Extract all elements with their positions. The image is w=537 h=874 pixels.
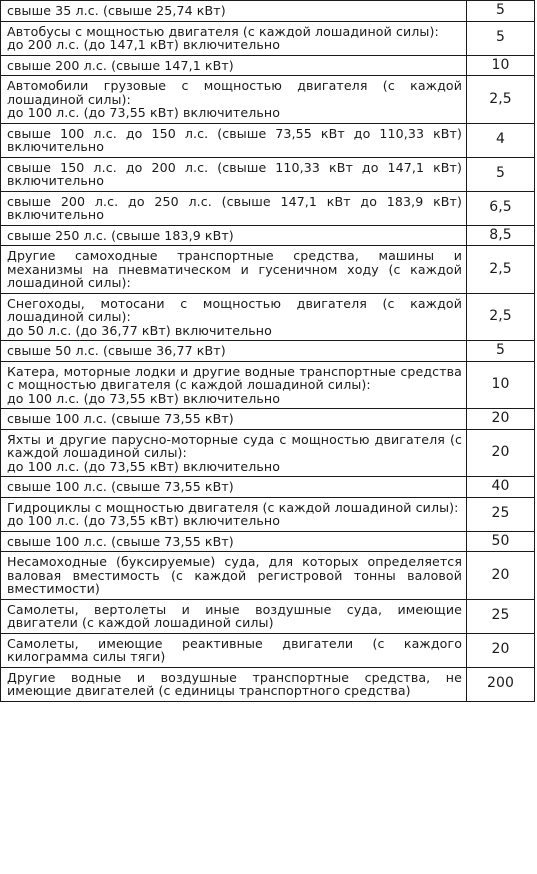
vehicle-description: Самолеты, имеющие реактивные двигатели (с каждого килограмма силы тяги) [7, 635, 462, 664]
vehicle-description: Катера, моторные лодки и другие водные транспортные средства с мощностью двигателя (с каждой лошадиной силы): до 100 л.с. (до 73,55 кВт) включительно [7, 363, 462, 406]
vehicle-description-cell [1, 552, 467, 600]
vehicle-description: Несамоходные (буксируемые) суда, для которых определяется валовая вместимость (с каждой регистровой тонны валовой вместимости) [7, 554, 462, 596]
tax-rate-cell: 5 [467, 1, 535, 22]
vehicle-description-cell [1, 497, 467, 531]
vehicle-description-cell [1, 76, 467, 124]
tax-rate-cell: 5 [467, 21, 535, 55]
vehicle-description: Автобусы с мощностью двигателя (с каждой лошадиной силы): до 200 л.с. (до 147,1 кВт) включительно [7, 23, 439, 52]
table-row [1, 246, 535, 294]
table-row [1, 123, 535, 157]
table-row [1, 477, 535, 498]
vehicle-description-cell [1, 341, 467, 362]
vehicle-description: свыше 200 л.с. до 250 л.с. (свыше 147,1 кВт до 183,9 кВт) включительно [7, 193, 462, 222]
vehicle-description: Другие водные и воздушные транспортные средства, не имеющие двигателей (с единицы транспортного средства) [7, 669, 462, 698]
table-row [1, 552, 535, 600]
vehicle-description: Автомобили грузовые с мощностью двигателя (с каждой лошадиной силы): до 100 л.с. (до 73,55 кВт) включительно [7, 78, 462, 120]
tax-rate-cell: 25 [467, 599, 535, 633]
tax-rate-cell: 4 [467, 123, 535, 157]
tax-rate-cell: 5 [467, 157, 535, 191]
vehicle-description-cell [1, 55, 467, 76]
vehicle-description-cell [1, 123, 467, 157]
table-row [1, 157, 535, 191]
vehicle-description-cell [1, 293, 467, 341]
vehicle-description: Другие самоходные транспортные средства, машины и механизмы на пневматическом и гусеничном ходу (с каждой лошадиной силы): [7, 248, 462, 290]
vehicle-description: свыше 50 л.с. (свыше 36,77 кВт) [7, 343, 226, 358]
tax-rate-cell: 5 [467, 341, 535, 362]
vehicle-description-cell [1, 191, 467, 225]
vehicle-description: свыше 100 л.с. (свыше 73,55 кВт) [7, 479, 234, 494]
table-row [1, 293, 535, 341]
vehicle-description: свыше 250 л.с. (свыше 183,9 кВт) [7, 227, 234, 243]
vehicle-description: свыше 100 л.с. (свыше 73,55 кВт) [7, 411, 234, 426]
vehicle-description-cell [1, 429, 467, 477]
tax-rate-cell: 2,5 [467, 246, 535, 294]
vehicle-description: свыше 35 л.с. (свыше 25,74 кВт) [7, 3, 226, 18]
tax-rate-cell: 20 [467, 633, 535, 667]
table-row [1, 633, 535, 667]
vehicle-description: Снегоходы, мотосани с мощностью двигателя (с каждой лошадиной силы): до 50 л.с. (до 36,77 кВт) включительно [7, 295, 462, 338]
vehicle-description-cell [1, 1, 467, 22]
vehicle-description-cell [1, 599, 467, 633]
tax-rate-cell: 8,5 [467, 225, 535, 246]
table-row [1, 667, 535, 701]
vehicle-description: Гидроциклы с мощностью двигателя (с каждой лошадиной силы): до 100 л.с. (до 73,55 кВт) включительно [7, 499, 459, 528]
vehicle-description-cell [1, 225, 467, 246]
vehicle-description: Самолеты, вертолеты и иные воздушные суда, имеющие двигатели (с каждой лошадиной силы) [7, 601, 462, 630]
tax-rate-cell: 50 [467, 531, 535, 552]
table-row [1, 599, 535, 633]
table-row [1, 361, 535, 409]
vehicle-description-cell [1, 409, 467, 430]
vehicle-description-cell [1, 361, 467, 409]
vehicle-description-cell [1, 157, 467, 191]
table-row [1, 225, 535, 246]
vehicle-description-cell [1, 246, 467, 294]
tax-rate-cell: 6,5 [467, 191, 535, 225]
tax-rate-cell: 10 [467, 361, 535, 409]
vehicle-description-cell [1, 667, 467, 701]
tax-rate-cell: 10 [467, 55, 535, 76]
vehicle-description: Яхты и другие парусно-моторные суда с мощностью двигателя (с каждой лошадиной силы): до 100 л.с. (до 73,55 кВт) включительно [7, 431, 462, 474]
tax-rate-cell: 200 [467, 667, 535, 701]
vehicle-description-cell [1, 633, 467, 667]
vehicle-description: свыше 100 л.с. до 150 л.с. (свыше 73,55 кВт до 110,33 кВт) включительно [7, 125, 462, 154]
table-body [1, 1, 535, 702]
tax-rate-cell: 25 [467, 497, 535, 531]
tax-rate-cell: 2,5 [467, 76, 535, 124]
table-row [1, 191, 535, 225]
vehicle-description: свыше 150 л.с. до 200 л.с. (свыше 110,33 кВт до 147,1 кВт) включительно [7, 159, 462, 188]
tax-rate-cell: 20 [467, 409, 535, 430]
vehicle-description-cell [1, 531, 467, 552]
tax-rate-cell: 2,5 [467, 293, 535, 341]
table-row [1, 429, 535, 477]
table-row [1, 76, 535, 124]
vehicle-description-cell [1, 21, 467, 55]
vehicle-description: свыше 100 л.с. (свыше 73,55 кВт) [7, 533, 234, 549]
table-row [1, 1, 535, 22]
vehicle-description: свыше 200 л.с. (свыше 147,1 кВт) [7, 57, 234, 73]
table-row [1, 341, 535, 362]
table-row [1, 21, 535, 55]
table-row [1, 497, 535, 531]
table-row [1, 409, 535, 430]
vehicle-description-cell [1, 477, 467, 498]
tax-rate-cell: 20 [467, 429, 535, 477]
table-row [1, 531, 535, 552]
table-row [1, 55, 535, 76]
tax-rate-cell: 40 [467, 477, 535, 498]
tax-rate-cell: 20 [467, 552, 535, 600]
